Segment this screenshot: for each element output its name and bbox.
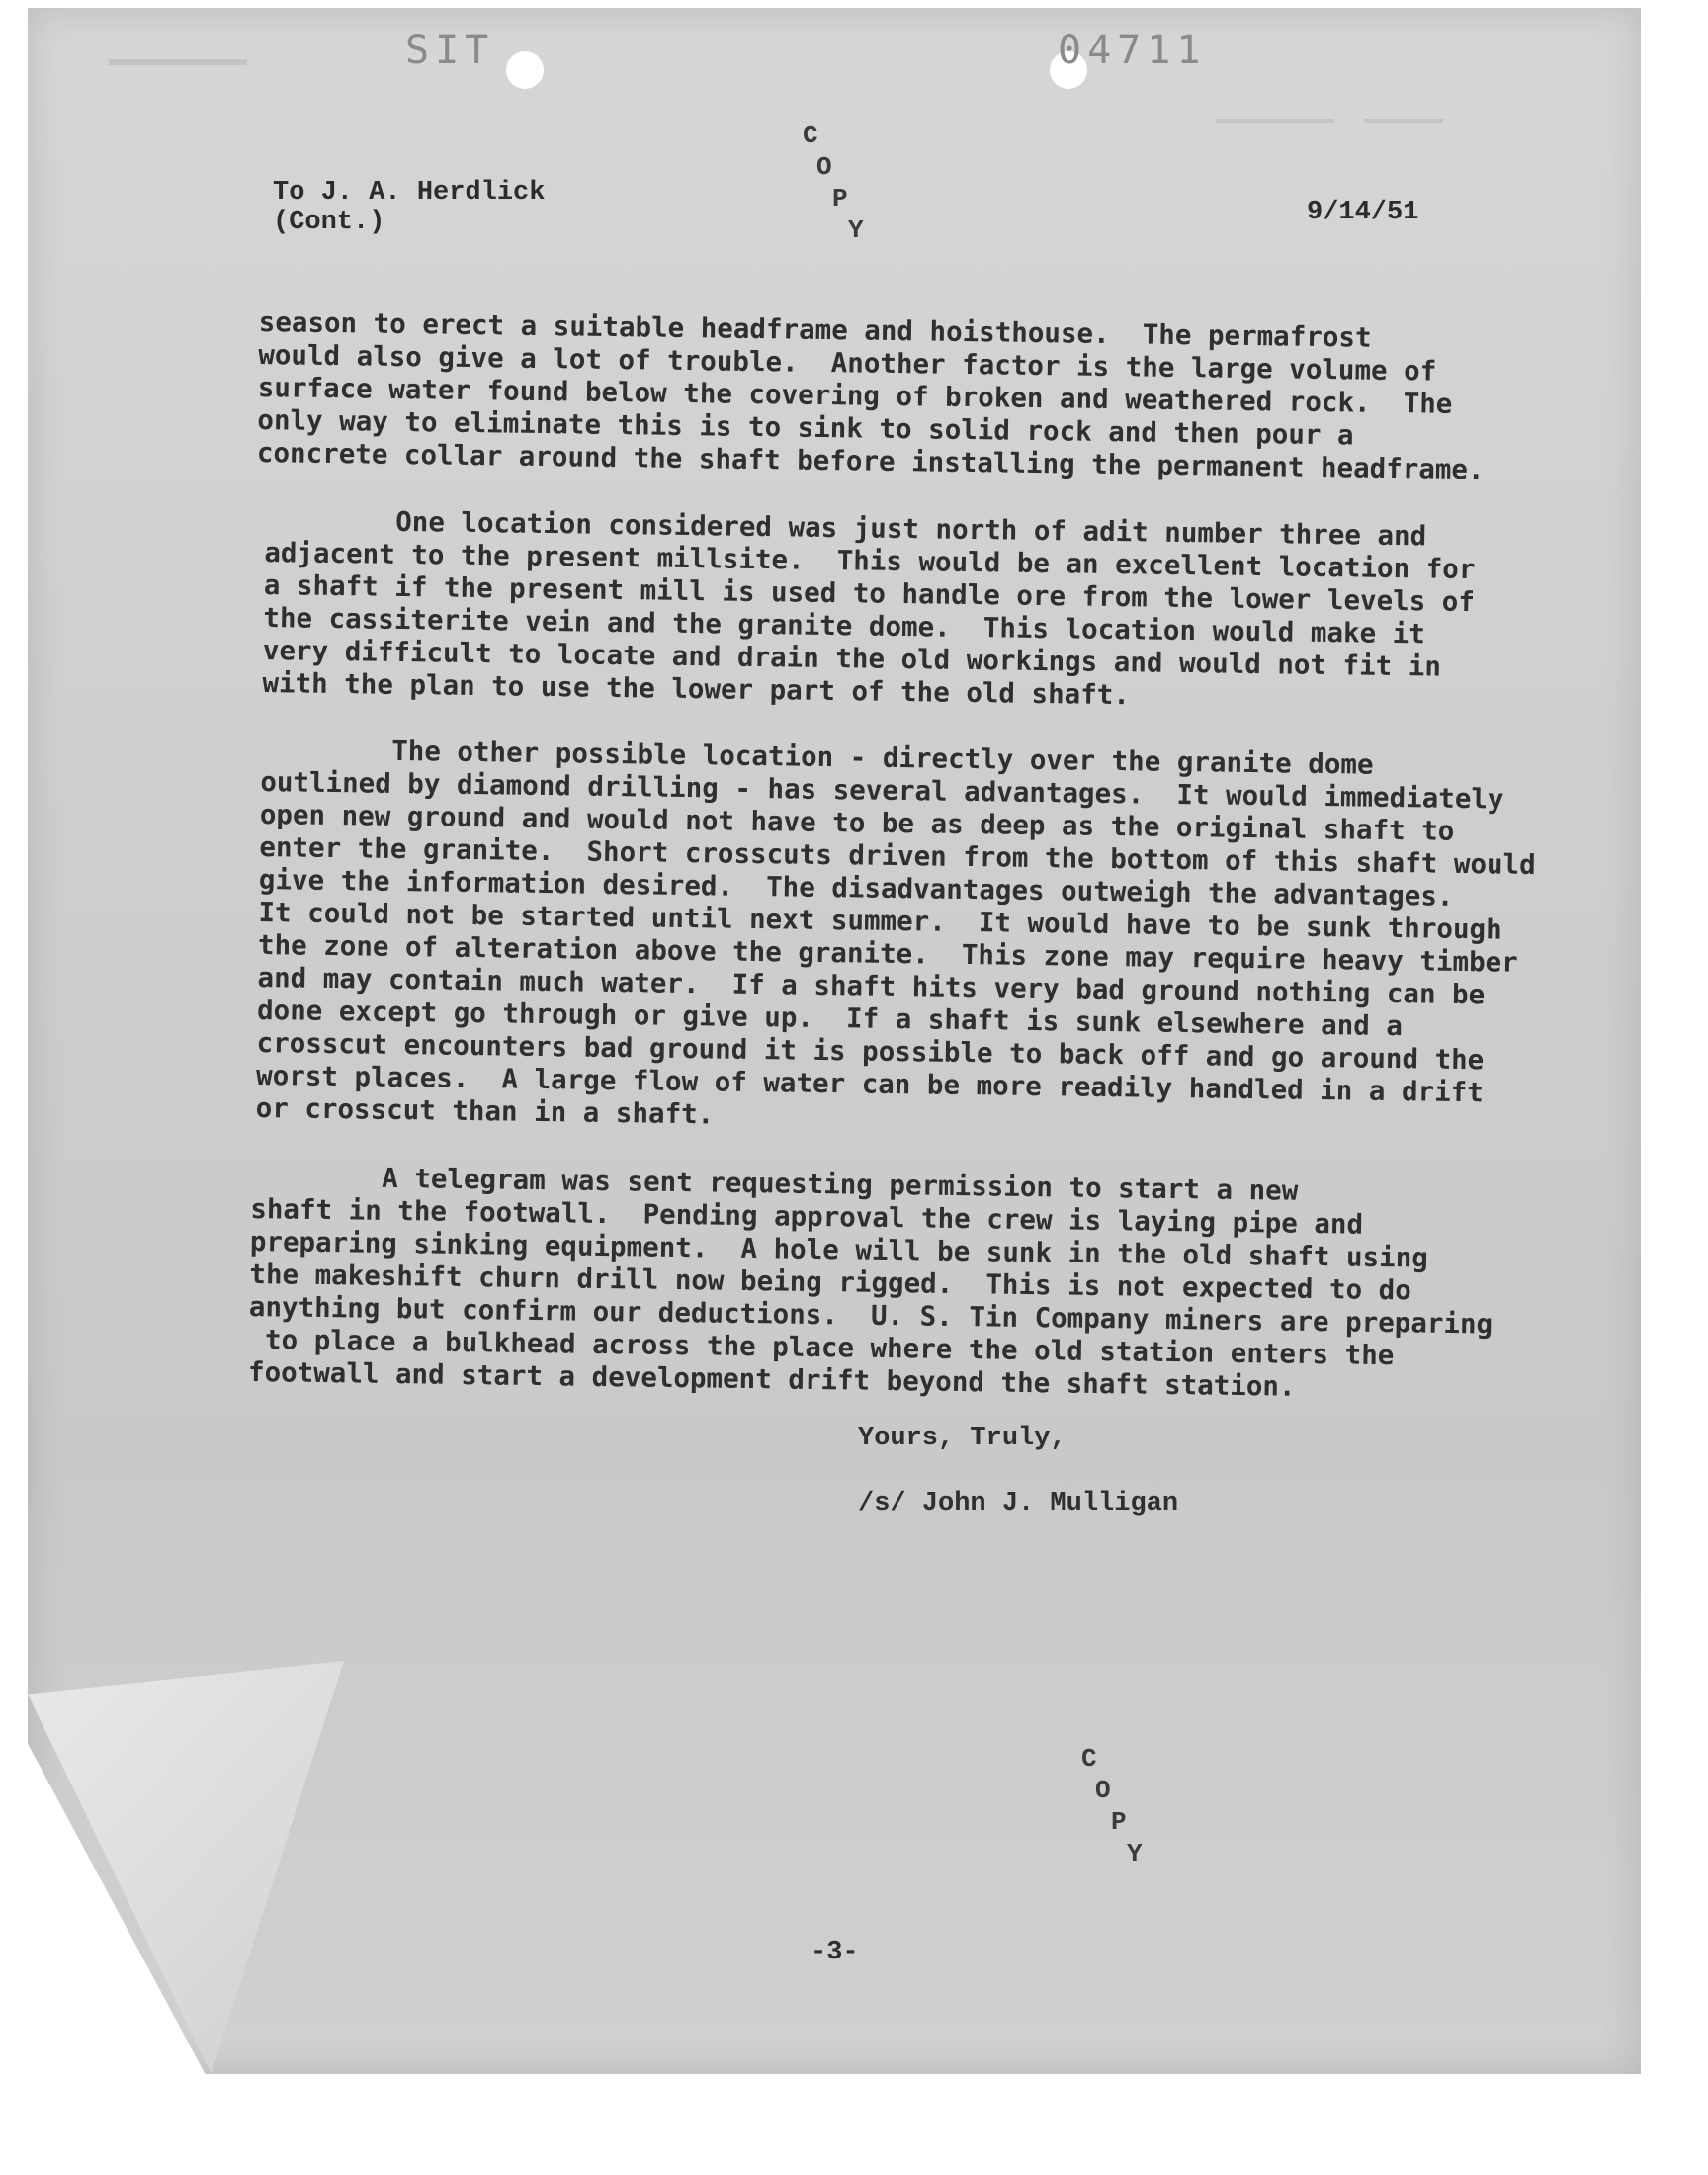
paragraph-1: season to erect a suitable headframe and hoisthouse. The permafrost would also give a lot of trouble. Another factor is the large volume of surface water found below the covering of broken and weathered rock. The only way to eliminate this is to sink to solid rock and then pour a concrete collar around the shaft before installing the permanent headframe. (256, 306, 1485, 486)
stamp-number-right: 04711 (1058, 28, 1207, 73)
continued-line: (Cont.) (273, 208, 385, 237)
scan-smudge (109, 59, 247, 65)
paragraph-4: A telegram was sent requesting permission to start a new shaft in the footwall. Pending approval the crew is laying pipe and preparing sinking equipment. A hole will be sunk in the old shaft using the makeshift churn drill now being rigged. This is not expected to do anything but confirm our deductions. U. S. Tin Company miners are preparing to place a bulkhead across the place where the old station enters the footwall and start a development drift beyond the shaft station. (247, 1161, 1494, 1403)
copy-letter: C (1081, 1744, 1097, 1774)
copy-stamp-top (803, 121, 864, 245)
scan-smudge (1364, 119, 1443, 123)
scan-smudge (1216, 119, 1334, 123)
letter-date: 9/14/51 (1307, 198, 1419, 227)
copy-letter: P (832, 184, 848, 214)
copy-letter: C (803, 121, 818, 150)
stamp-number-left: SIT (405, 28, 495, 73)
punch-hole-left (506, 51, 544, 89)
paragraph-2: One location considered was just north of adit number three and adjacent to the present millsite. This would be an excellent location for a shaft if the present mill is used to handle ore from the lower levels of the cassiterite vein and the granite dome. This location would make it very difficult to locate and drain the old workings and would not fit in with the plan to use the lower part of the old shaft. (262, 504, 1476, 712)
paragraph-3: The other possible location - directly over the granite dome outlined by diamond drilling - has several advantages. It would immediately open new ground and would not have to be as deep as the original shaft to enter the granite. Short crosscuts driven from the bottom of this shaft would give the information desired. The disadvantages outweigh the advantages. It could not be started until next summer. It would have to be sunk through the zone of alteration above the granite. This zone may require heavy timber and may contain much water. If a shaft hits very bad ground nothing can be done except go through or give up. If a shaft is sunk elsewhere and a crosscut encounters bad ground it is possible to back off and go around the worst places. A large flow of water can be more readily handled in a drift or crosscut than in a shaft. (255, 734, 1536, 1131)
copy-letter: P (1111, 1807, 1127, 1837)
copy-stamp-bottom (1081, 1744, 1143, 1869)
signature-line: /s/ John J. Mulligan (858, 1489, 1179, 1519)
copy-letter: Y (1127, 1839, 1143, 1869)
page-number: -3- (811, 1938, 859, 1967)
closing-salutation: Yours, Truly, (858, 1424, 1067, 1453)
copy-letter: O (1095, 1776, 1111, 1805)
copy-letter: Y (848, 216, 864, 245)
recipient-line: To J. A. Herdlick (273, 178, 546, 208)
copy-letter: O (816, 152, 832, 182)
